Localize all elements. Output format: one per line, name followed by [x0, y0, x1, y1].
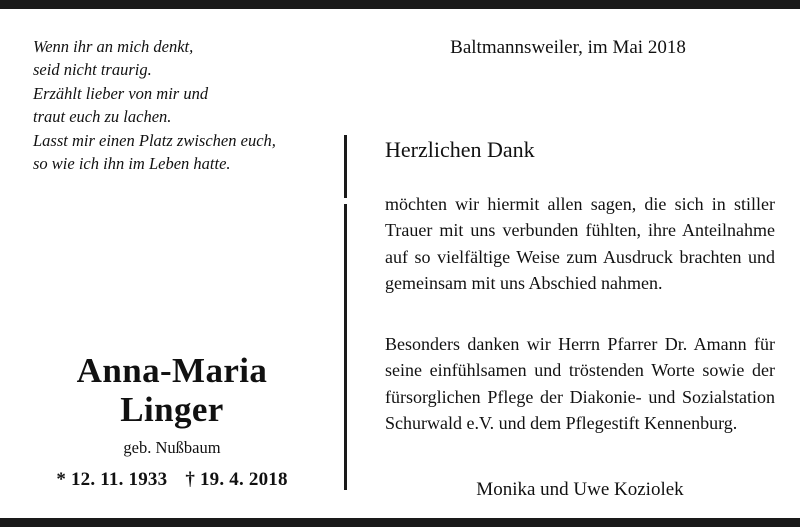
birth-date: * 12. 11. 1933 — [56, 469, 168, 491]
life-dates — [0, 469, 344, 491]
death-date: † 19. 4. 2018 — [185, 469, 288, 491]
signature-line: Monika und Uwe Koziolek — [476, 479, 684, 500]
poem-block — [33, 35, 333, 176]
poem-line-6: so wie ich ihn im Leben hatte. — [33, 154, 231, 174]
place-and-date: Baltmannsweiler, im Mai 2018 — [450, 37, 686, 58]
left-column — [0, 9, 344, 518]
poem-line-5: Lasst mir einen Platz zwischen euch, — [33, 130, 276, 150]
right-column — [368, 9, 780, 518]
deceased-name-block — [0, 351, 344, 491]
thanks-paragraph-1: möchten wir hiermit allen sagen, die sich in stiller Trauer mit uns verbunden fühlten, ihre Anteilnahme auf so vielfältige Weise zum Ausdruck brachten und gemeinsam mit uns Abschied nahmen. — [385, 194, 775, 294]
poem-line-3: Erzählt lieber von mir und — [33, 83, 209, 103]
poem-line-1: Wenn ihr an mich denkt, — [33, 37, 194, 56]
vertical-divider-top — [344, 135, 347, 198]
vertical-divider-bottom — [344, 204, 347, 490]
deceased-last-name: Linger — [120, 390, 224, 430]
obituary-inner — [0, 9, 800, 518]
maiden-name: geb. Nußbaum — [123, 438, 221, 458]
poem-line-4: traut euch zu lachen. — [33, 107, 172, 127]
thanks-paragraph-2: Besonders danken wir Herrn Pfarrer Dr. Amann für seine einfühlsamen und tröstenden Worte sowie der fürsorglichen Pflege der Diakonie- und Sozialstation Schurwald e.V. und dem Pflegestift Kennenburg. — [385, 334, 775, 434]
poem-line-2: seid nicht traurig. — [33, 60, 152, 80]
thanks-heading: Herzlichen Dank — [385, 137, 535, 162]
deceased-first-name: Anna-Maria — [76, 351, 268, 390]
